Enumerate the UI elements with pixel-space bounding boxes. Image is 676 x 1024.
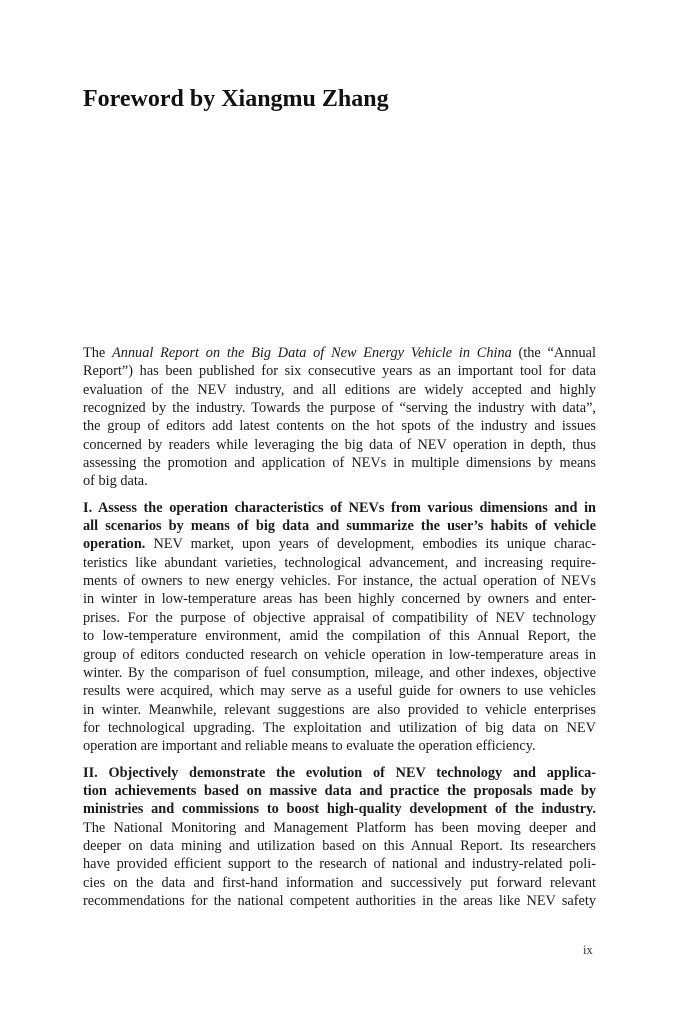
text-run: of big data. <box>83 473 148 490</box>
text-run: deeper on data mining and utilization based on this Annual Report. Its researchers <box>83 837 596 854</box>
text-run: group of editors conducted research on vehicle operation in low-temperature areas in <box>83 646 596 663</box>
text-run: to low-temperature environment, amid the compilation of this Annual Report, the <box>83 628 596 645</box>
text-line <box>83 417 596 435</box>
text-line <box>83 362 596 380</box>
paragraph <box>83 764 596 911</box>
bold-text: all scenarios by means of big data and summarize the user’s habits of vehicle <box>83 518 596 535</box>
text-run: the group of editors add latest contents on the hot spots of the industry and issues <box>83 418 596 435</box>
bold-text: tion achievements based on massive data and practice the proposals made by <box>83 782 596 799</box>
text-run: The <box>83 345 113 361</box>
text-run: for technological upgrading. The exploitation and utilization of big data on NEV <box>83 719 596 736</box>
foreword-body <box>83 344 596 910</box>
text-run: NEV market, upon years of development, embodies its unique charac- <box>145 536 596 553</box>
text-run: results were acquired, which may serve as a useful guide for owners to use vehicles <box>83 683 596 700</box>
text-line <box>83 609 596 627</box>
text-run: assessing the promotion and application of NEVs in multiple dimensions by means <box>83 455 596 472</box>
text-run: in winter in low-temperature areas has been highly concerned by owners and enter- <box>83 591 596 608</box>
text-line <box>83 381 596 399</box>
text-run: winter. By the comparison of fuel consumption, mileage, and other indexes, objective <box>83 664 596 681</box>
bold-text: II. Objectively demonstrate the evolution of NEV technology and applica- <box>83 764 596 781</box>
text-run: have provided efficient support to the research of national and industry-related poli- <box>83 856 596 873</box>
paragraph-gap <box>83 491 596 499</box>
text-line <box>83 874 596 892</box>
bold-text: operation. <box>83 536 146 553</box>
text-line <box>83 472 596 490</box>
paragraph <box>83 499 596 756</box>
text-line <box>83 682 596 700</box>
text-line <box>83 344 596 362</box>
text-line <box>83 554 596 572</box>
page-title: Foreword by Xiangmu Zhang <box>83 86 389 112</box>
text-line <box>83 819 596 837</box>
text-run: (the “Annual <box>511 345 596 361</box>
text-line <box>83 399 596 417</box>
text-run: recommendations for the national competent authorities in the areas like NEV safety <box>83 892 596 909</box>
italic-text: Annual Report on the Big Data of New Energy Vehicle in China <box>112 345 512 361</box>
text-line <box>83 627 596 645</box>
bold-text: ministries and commissions to boost high-quality development of the industry. <box>83 801 596 818</box>
text-line <box>83 892 596 910</box>
text-line <box>83 855 596 873</box>
text-run: prises. For the purpose of objective appraisal of compatibility of NEV technology <box>83 609 596 626</box>
text-run: cies on the data and first-hand information and successively put forward relevant <box>83 874 596 891</box>
text-run: teristics like abundant varieties, technological advancement, and increasing require- <box>83 554 596 571</box>
text-line <box>83 454 596 472</box>
paragraph <box>83 344 596 491</box>
text-line <box>83 719 596 737</box>
text-line <box>83 517 596 535</box>
text-line <box>83 701 596 719</box>
page-number: ix <box>583 943 593 957</box>
text-line <box>83 764 596 782</box>
text-line <box>83 499 596 517</box>
text-line <box>83 800 596 818</box>
text-run: evaluation of the NEV industry, and all editions are widely accepted and highly <box>83 381 596 398</box>
text-run: ments of owners to new energy vehicles. For instance, the actual operation of NEVs <box>83 573 596 590</box>
text-line <box>83 572 596 590</box>
text-run: recognized by the industry. Towards the purpose of “serving the industry with data”, <box>83 400 596 417</box>
text-line <box>83 664 596 682</box>
text-line <box>83 782 596 800</box>
text-line <box>83 590 596 608</box>
text-run: Report”) has been published for six consecutive years as an important tool for data <box>83 363 596 380</box>
text-run: in winter. Meanwhile, relevant suggestions are also provided to vehicle enterprises <box>83 701 596 718</box>
text-line <box>83 737 596 755</box>
text-run: operation are important and reliable means to evaluate the operation efficiency. <box>83 738 536 755</box>
bold-text: I. Assess the operation characteristics of NEVs from various dimensions and in <box>83 499 596 516</box>
text-line <box>83 646 596 664</box>
text-line <box>83 837 596 855</box>
text-line <box>83 436 596 454</box>
text-run: concerned by readers while leveraging the big data of NEV operation in depth, thus <box>83 436 596 453</box>
paragraph-gap <box>83 756 596 764</box>
text-line <box>83 535 596 553</box>
text-run: The National Monitoring and Management Platform has been moving deeper and <box>83 819 596 836</box>
